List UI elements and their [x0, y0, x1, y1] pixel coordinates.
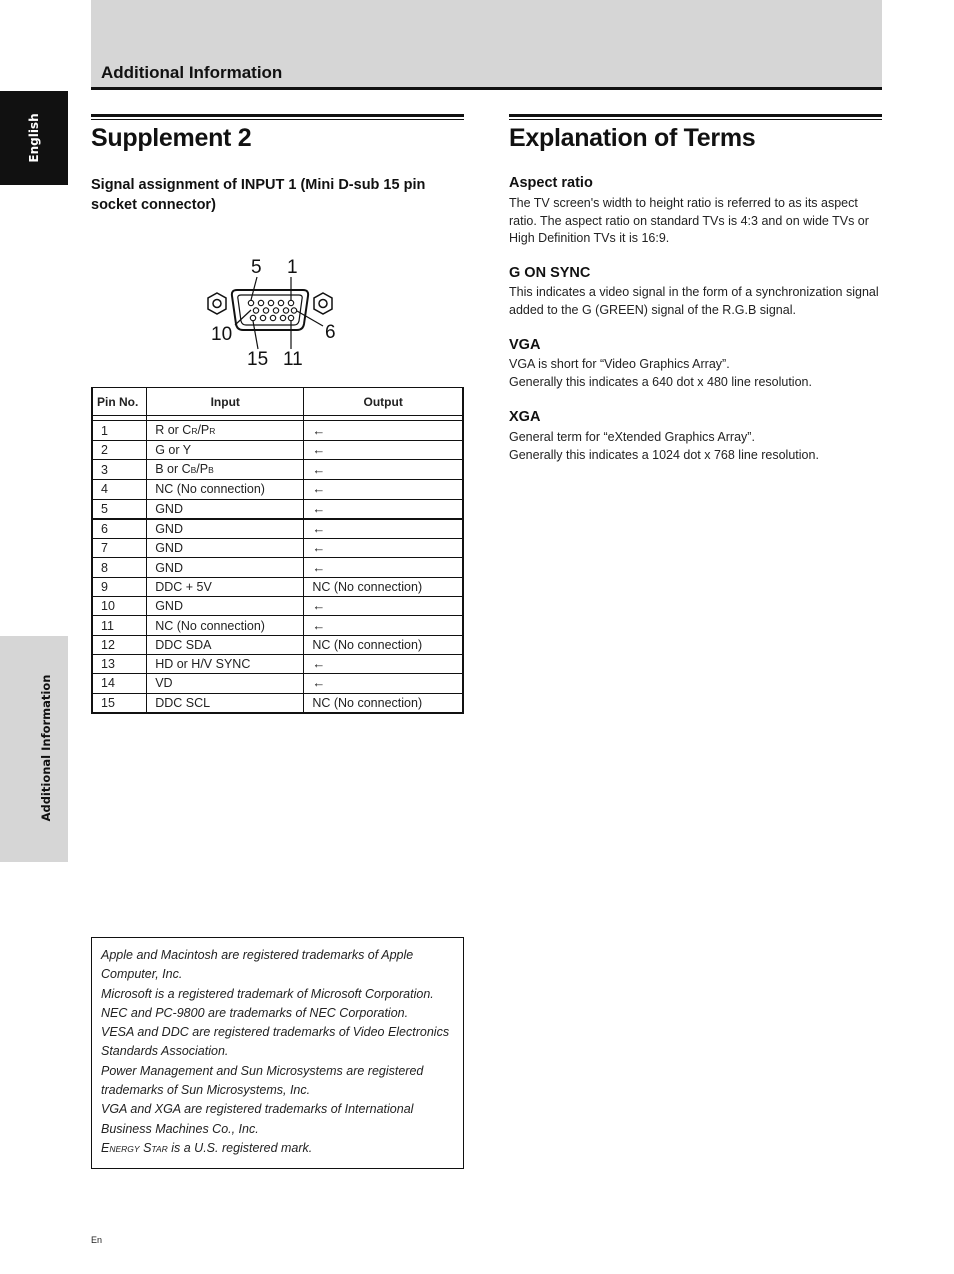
terms-title: Explanation of Terms [509, 124, 756, 152]
table-row: 5 GND ← [92, 499, 463, 519]
table-header-row [92, 388, 463, 416]
table-row: 11 NC (No connection) ← [92, 616, 463, 635]
term-g-on-sync-desc: This indicates a video signal in the form of a synchronization signal added to the G (GREEN) signal of the R.G.B signal. [509, 285, 879, 317]
table-row: 2 G or Y ← [92, 441, 463, 460]
header-title: Additional Information [101, 63, 283, 82]
pin-label-5: 5 [251, 257, 262, 278]
term-vga: VGA [509, 337, 541, 353]
term-vga-desc: VGA is short for “Video Graphics Array”. Generally this indicates a 640 dot x 480 line resolution. [509, 357, 812, 389]
pin-label-6: 6 [325, 322, 336, 343]
term-aspect-ratio-desc: The TV screen's width to height ratio is referred to as its aspect ratio. The aspect ratio on standard TVs is 4:3 and on wide TVs or High Definition TVs it is 16:9. [509, 196, 869, 245]
energy-star-line: ENERGY STAR is a U.S. registered mark. [101, 1140, 313, 1155]
table-row: 7 GND ← [92, 539, 463, 558]
terms-section-rule [509, 114, 882, 117]
pin-label-15: 15 [247, 349, 269, 370]
supplement-title: Supplement 2 [91, 124, 252, 152]
side-tab-english-label: English [27, 113, 41, 163]
dsub-connector-diagram [205, 252, 345, 370]
table-row: 15 DDC SCL NC (No connection) [92, 693, 463, 713]
footer-language-code: En [91, 1235, 103, 1245]
table-row: 13 HD or H/V SYNC ← [92, 654, 463, 673]
pin-label-11: 11 [283, 349, 303, 370]
trademark-line: Microsoft is a registered trademark of Microsoft Corporation. [101, 986, 434, 1001]
right-screw-icon [314, 293, 332, 314]
table-row: 14 VD ← [92, 674, 463, 693]
header-output: Output [304, 388, 463, 416]
table-row: 9 DDC + 5V NC (No connection) [92, 577, 463, 596]
side-tab-section-label: Additional Information [39, 674, 53, 822]
trademark-line: NEC and PC-9800 are trademarks of NEC Corporation. [101, 1005, 409, 1020]
header-input: Input [147, 388, 304, 416]
side-tab-additional-information [0, 636, 68, 862]
table-row: 12 DDC SDA NC (No connection) [92, 635, 463, 654]
trademark-line: VGA and XGA are registered trademarks of International Business Machines Co., Inc. [101, 1102, 414, 1136]
section-rule-thin [91, 119, 464, 120]
section-rule [91, 114, 464, 117]
header-rule [91, 87, 882, 90]
terms-section-rule-thin [509, 119, 882, 120]
term-xga: XGA [509, 409, 541, 425]
table-row: 6 GND ← [92, 519, 463, 539]
table-row: 1 R or CR/PR ← [92, 421, 463, 441]
pin-assignment-table [91, 387, 464, 714]
pin-label-1: 1 [287, 257, 298, 278]
term-g-on-sync: G ON SYNC [509, 265, 591, 281]
table-row: 8 GND ← [92, 558, 463, 577]
header-pin-no: Pin No. [92, 388, 147, 416]
trademark-line: Power Management and Sun Microsystems are registered trademarks of Sun Microsystems, Inc. [101, 1063, 424, 1098]
trademark-line: Apple and Macintosh are registered trademarks of Apple Computer, Inc. [101, 948, 414, 982]
table-row: 3 B or CB/PB ← [92, 460, 463, 480]
term-aspect-ratio: Aspect ratio [509, 175, 593, 191]
pin-label-10: 10 [211, 324, 233, 345]
side-tab-english [0, 91, 68, 185]
term-xga-desc: General term for “eXtended Graphics Array”. Generally this indicates a 1024 dot x 768 line resolution. [509, 430, 819, 462]
trademark-line: VESA and DDC are registered trademarks of Video Electronics Standards Association. [101, 1025, 450, 1059]
table-row: 10 GND ← [92, 597, 463, 616]
table-row: 4 NC (No connection) ← [92, 480, 463, 499]
signal-assignment-heading: Signal assignment of INPUT 1 (Mini D-sub 15 pin socket connector) [91, 177, 426, 213]
left-screw-icon [208, 293, 226, 314]
trademarks-box [91, 937, 464, 1169]
